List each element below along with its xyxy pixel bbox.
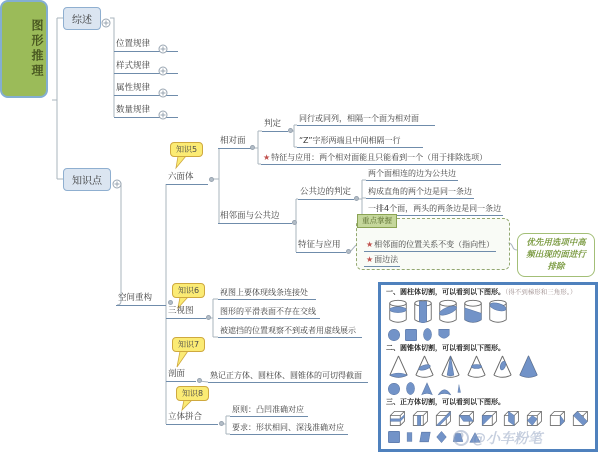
- collapse-dot: [209, 177, 214, 182]
- cyl3-figure: [437, 298, 459, 325]
- watermark-logo-icon: [452, 429, 470, 447]
- cube3-figure: [433, 408, 453, 428]
- topic-judge[interactable]: 判定: [262, 119, 288, 132]
- topic-feature-application[interactable]: 特征与应用: [296, 240, 346, 253]
- bell-figure: [420, 382, 434, 396]
- expand-icon[interactable]: [112, 174, 122, 184]
- cube9-figure: [570, 408, 590, 428]
- cube1-figure: [387, 408, 407, 428]
- topic-attribute-rule[interactable]: 属性规律: [114, 83, 178, 96]
- collapse-dot: [346, 249, 351, 254]
- note-exclude-tip[interactable]: 优先用选项中高频出现的面进行排除: [517, 233, 595, 277]
- leaf-text: 特征与应用：两个相对面能且只能看到一个（用于排除选项）: [271, 153, 488, 162]
- leaf-line-connection[interactable]: 视图上要体现线条连接处: [218, 287, 316, 300]
- leaf-same-row-col[interactable]: 同行或同列，相隔一个面为相对面: [297, 113, 435, 126]
- square-figure: [404, 328, 418, 342]
- topic-opposite-face[interactable]: 相对面: [218, 136, 252, 149]
- badge-knowledge8[interactable]: 知识8: [176, 386, 209, 401]
- leaf-four-face-row[interactable]: 一排4个面，两头的两条边是同一条边: [366, 203, 503, 216]
- watermark: [452, 428, 542, 448]
- collapse-dot: [206, 315, 211, 320]
- topic-position-rule[interactable]: 位置规律: [114, 39, 178, 52]
- cone-shapes-row: [387, 381, 590, 396]
- badge-knowledge5[interactable]: 知识5: [170, 142, 203, 157]
- circle-figure: [387, 382, 401, 396]
- topic-hexahedron[interactable]: 六面体: [166, 172, 208, 185]
- feature-group-label: 重点掌握: [357, 214, 397, 228]
- collapse-dot: [219, 421, 224, 426]
- collapse-dot: [354, 196, 359, 201]
- leaf-text: 相邻面的位置关系不变（指向性）: [374, 240, 495, 249]
- leaf-right-angle-edge[interactable]: 构成直角的两个边是同一条边: [366, 186, 474, 199]
- cylinder-shapes-row: [387, 327, 590, 342]
- cone5-figure: [491, 354, 514, 379]
- topic-space-reconstruction[interactable]: 空间重构: [116, 293, 166, 306]
- topic-knowledge[interactable]: 知识点: [63, 168, 111, 191]
- cone4-figure: [465, 354, 488, 379]
- topic-section-cut[interactable]: 剖面: [166, 369, 196, 382]
- collapse-dot: [197, 378, 202, 383]
- leaf-text: 面边法: [374, 255, 399, 264]
- vrect-figure: [404, 430, 415, 444]
- collapse-dot: [250, 145, 255, 150]
- square-figure: [387, 430, 401, 444]
- root-topic[interactable]: 图形推理: [0, 0, 48, 98]
- leaf-memorize-sections[interactable]: 熟记正方体、圆柱体、圆锥体的可切得截面: [208, 370, 368, 383]
- badge-knowledge6[interactable]: 知识6: [172, 283, 205, 298]
- badge-knowledge7[interactable]: 知识7: [172, 337, 205, 352]
- leaf-z-shape[interactable]: “Z”字形两端且中间相隔一行: [297, 135, 423, 148]
- topic-three-views[interactable]: 三视图: [166, 306, 206, 319]
- cube-solids-row: [387, 408, 590, 428]
- halfcap-figure: [437, 328, 451, 342]
- leaf-assembly-requirement[interactable]: 要求：形状相同、深浅准确对应: [230, 422, 348, 435]
- parallelogram-figure: [418, 430, 432, 444]
- topic-overview[interactable]: 综述: [63, 7, 101, 30]
- leaf-hidden-dashed[interactable]: 被遮挡的位置观察不到或者用虚线展示: [218, 325, 362, 338]
- topic-style-rule[interactable]: 样式规律: [114, 61, 178, 74]
- cube4-figure: [456, 408, 476, 428]
- cube8-figure: [547, 408, 567, 428]
- cone1-figure: [387, 354, 410, 379]
- cube6-figure: [501, 408, 521, 428]
- vellipse-figure: [404, 381, 417, 396]
- panel-caption-cylinder: 一、圆柱体切割，可以看到以下图形。（得不到梯形和三角形。）: [386, 288, 577, 296]
- panel-caption-note: （得不到梯形和三角形。）: [505, 288, 577, 296]
- leaf-smooth-surface[interactable]: 图形的平滑表面不存在交线: [218, 306, 320, 319]
- cyl1-figure: [387, 298, 409, 325]
- cone3-figure: [439, 354, 462, 379]
- expand-icon[interactable]: [101, 13, 111, 23]
- diamond-figure: [435, 430, 448, 444]
- panel-caption-cube: 三、正方体切割，可以看到以下图形。: [386, 398, 505, 406]
- cube7-figure: [524, 408, 544, 428]
- leaf-connected-edge[interactable]: 两个面相连的边为公共边: [366, 168, 458, 181]
- topic-common-edge-judge[interactable]: 公共边的判定: [298, 187, 354, 200]
- expand-icon[interactable]: [158, 105, 168, 115]
- cyl4-figure: [462, 298, 484, 325]
- dome-figure: [437, 384, 452, 396]
- cyl5-figure: [487, 298, 509, 325]
- leaf-face-edge-method[interactable]: [364, 254, 400, 267]
- cone2-figure: [413, 354, 436, 379]
- cyl2-figure: [412, 298, 434, 325]
- cylinder-solids-row: [387, 298, 590, 325]
- cube5-figure: [479, 408, 499, 428]
- expand-icon[interactable]: [158, 61, 168, 71]
- expand-icon[interactable]: [158, 39, 168, 49]
- expand-icon[interactable]: [158, 83, 168, 93]
- topic-adjacent-face[interactable]: 相邻面与公共边: [218, 211, 292, 224]
- cube2-figure: [410, 408, 430, 428]
- panel-caption-cone: 二、圆锥体切割，可以看到以下图形。: [386, 344, 505, 352]
- topic-assembly[interactable]: 立体拼合: [166, 412, 218, 425]
- vellipse-figure: [421, 327, 434, 342]
- collapse-dot: [168, 300, 173, 305]
- cone-solids-row: [387, 354, 590, 379]
- star-icon: ★: [366, 255, 374, 264]
- watermark-text: @小车粉笔: [472, 431, 542, 447]
- collapse-dot: [288, 128, 293, 133]
- sliver-figure: [455, 381, 464, 396]
- collapse-dot: [292, 220, 297, 225]
- leaf-adjacent-position[interactable]: [364, 239, 496, 252]
- star-icon: ★: [263, 153, 271, 162]
- circle-figure: [387, 328, 401, 342]
- cone6-figure: [517, 354, 540, 379]
- leaf-assembly-principle[interactable]: 原则：凸凹准确对应: [230, 404, 308, 417]
- star-icon: ★: [366, 240, 374, 249]
- leaf-opposite-feature[interactable]: [261, 152, 501, 165]
- cut-shapes-image-panel[interactable]: [378, 282, 598, 452]
- topic-quantity-rule[interactable]: 数量规律: [114, 105, 178, 118]
